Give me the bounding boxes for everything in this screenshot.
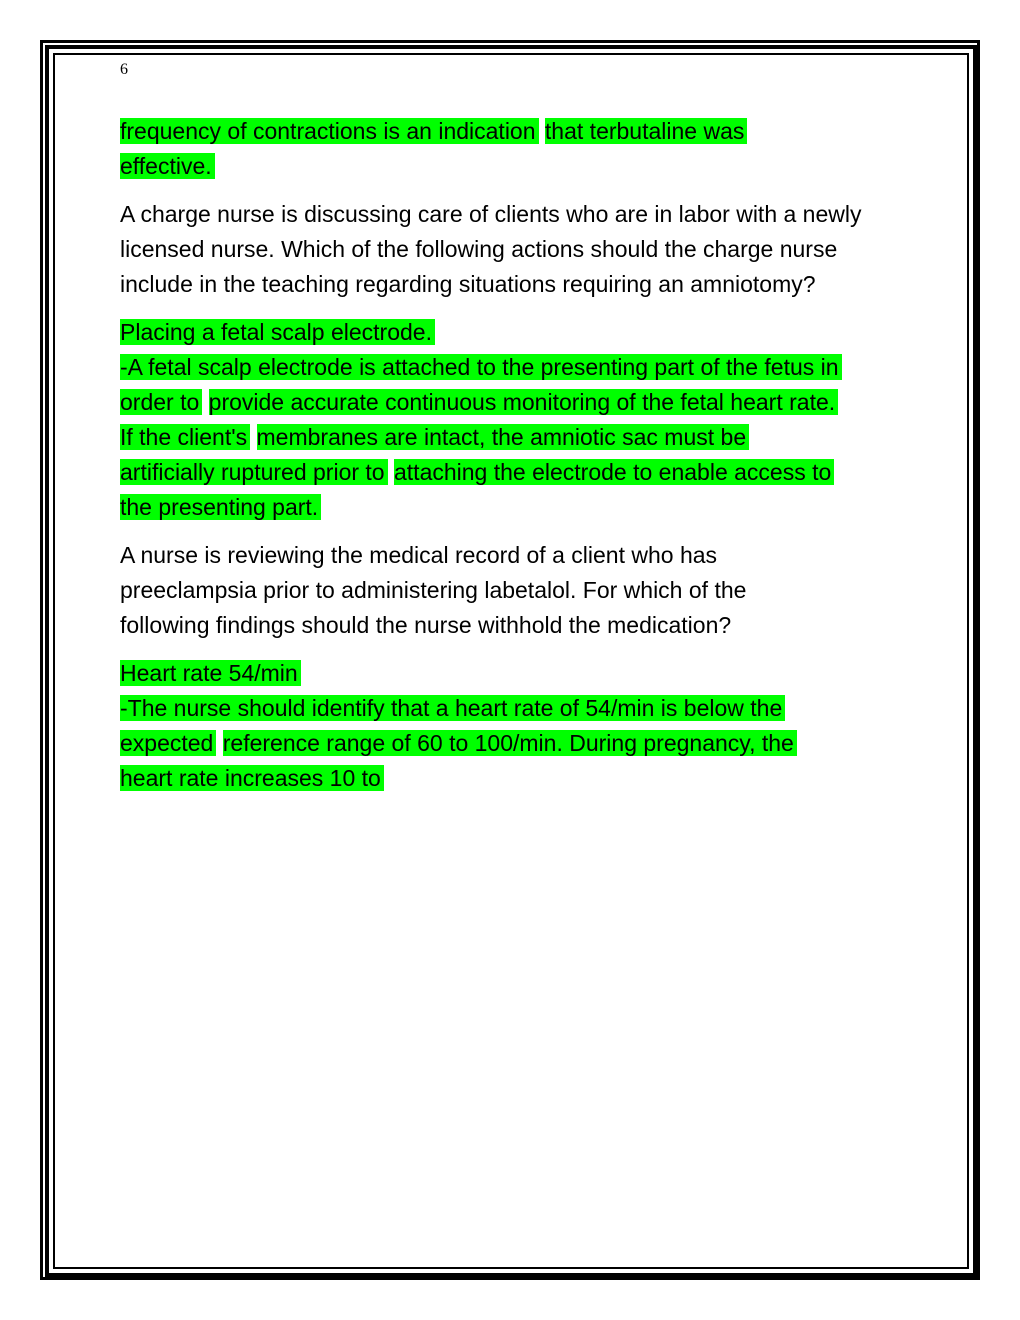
question-text: licensed nurse. Which of the following actions should the charge nurse xyxy=(120,236,838,262)
highlighted-text: If the client's xyxy=(120,424,250,450)
highlighted-text: order to xyxy=(120,389,202,415)
page-number: 6 xyxy=(120,61,128,78)
question-paragraph xyxy=(120,197,910,302)
highlighted-text: provide accurate continuous monitoring of the fetal heart rate. xyxy=(209,389,838,415)
answer-paragraph xyxy=(120,315,910,525)
highlighted-text: frequency of contractions is an indication xyxy=(120,118,539,144)
highlighted-text: -The nurse should identify that a heart rate of 54/min is below the xyxy=(120,695,785,721)
answer-title: Heart rate 54/min xyxy=(120,660,301,686)
highlighted-text: effective. xyxy=(120,153,215,179)
answer-continuation xyxy=(120,114,910,184)
highlighted-text: that terbutaline was xyxy=(545,118,747,144)
highlighted-text: -A fetal scalp electrode is attached to the presenting part of the fetus in xyxy=(120,354,842,380)
answer-title: Placing a fetal scalp electrode. xyxy=(120,319,435,345)
question-text: include in the teaching regarding situations requiring an amniotomy? xyxy=(120,271,816,297)
answer-paragraph xyxy=(120,656,910,796)
highlighted-text: expected xyxy=(120,730,216,756)
highlighted-text: artificially ruptured prior to xyxy=(120,459,388,485)
highlighted-text: reference range of 60 to 100/min. During pregnancy, the xyxy=(223,730,797,756)
highlighted-text: attaching the electrode to enable access to xyxy=(394,459,834,485)
question-paragraph xyxy=(120,538,910,643)
question-text: preeclampsia prior to administering labetalol. For which of the xyxy=(120,577,747,603)
document-body xyxy=(120,114,910,796)
question-text: following findings should the nurse withhold the medication? xyxy=(120,612,732,638)
highlighted-text: heart rate increases 10 to xyxy=(120,765,384,791)
question-text: A nurse is reviewing the medical record of a client who has xyxy=(120,542,718,568)
highlighted-text: the presenting part. xyxy=(120,494,321,520)
highlighted-text: membranes are intact, the amniotic sac must be xyxy=(257,424,750,450)
question-text: A charge nurse is discussing care of clients who are in labor with a newly xyxy=(120,201,862,227)
